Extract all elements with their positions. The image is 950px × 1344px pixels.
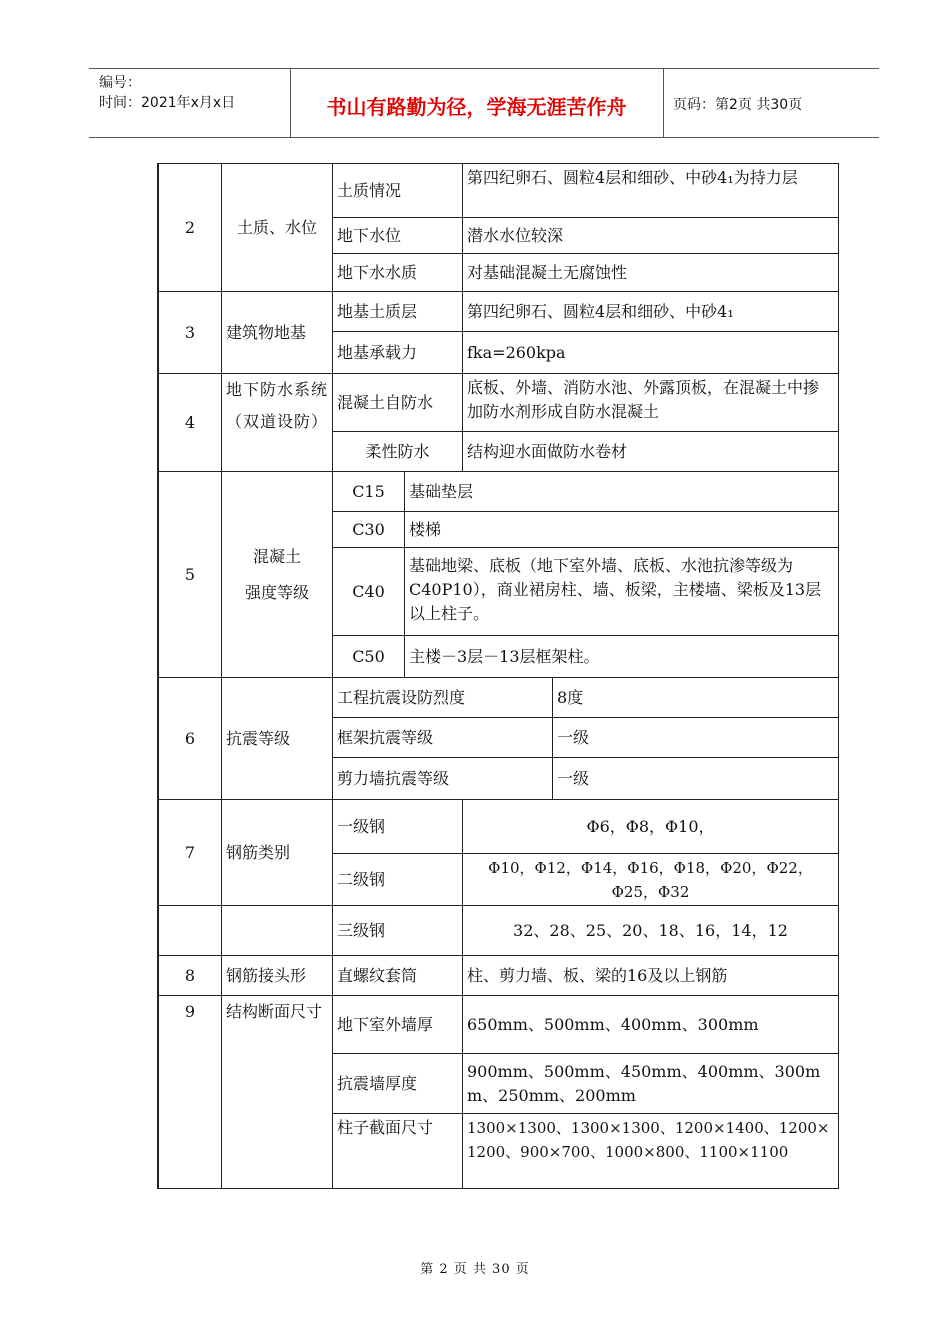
row-value: Φ6，Φ8，Φ10， <box>463 800 839 854</box>
row-value: 潜水水位较深 <box>463 218 839 254</box>
row-key: 一级钢 <box>333 800 463 854</box>
date-label: 时间：2021年x月x日 <box>99 95 236 111</box>
row-value: 900mm、500mm、450mm、400mm、300mm、250mm、200mm <box>463 1054 839 1114</box>
row-value: 第四纪卵石、圆粒4层和细砂、中砂4₁为持力层 <box>463 164 839 218</box>
row-number: 8 <box>159 956 222 996</box>
row-key: 柔性防水 <box>333 432 463 472</box>
row-key: 地基承载力 <box>333 332 463 374</box>
page-footer: 第 2 页 共 30 页 <box>420 1262 530 1277</box>
row-value: 第四纪卵石、圆粒4层和细砂、中砂4₁ <box>463 292 839 332</box>
row-key: 抗震墙厚度 <box>333 1054 463 1114</box>
header-divider <box>663 69 664 137</box>
row-item: 结构断面尺寸 <box>222 996 333 1189</box>
row-number: 3 <box>159 292 222 374</box>
row-value: 柱、剪力墙、板、梁的16及以上钢筋 <box>463 956 839 996</box>
header-motto: 书山有路勤为径，学海无涯苦作舟 <box>326 95 627 119</box>
page-header <box>89 68 879 138</box>
row-key: C40 <box>333 548 405 636</box>
row-value: 1300×1300、1300×1300、1200×1400、1200×1200、900×700、1000×800、1100×1100 <box>463 1114 839 1189</box>
row-key: C30 <box>333 512 405 548</box>
row-item: 地下防水系统（双道设防） <box>222 374 333 472</box>
row-key: 地基土质层 <box>333 292 463 332</box>
row-key: 三级钢 <box>333 906 463 956</box>
row-key: 地下水位 <box>333 218 463 254</box>
row-key: 混凝土自防水 <box>333 374 463 432</box>
header-meta <box>99 73 235 113</box>
row-value: 主楼－3层－13层框架柱。 <box>405 636 839 678</box>
row-key: 框架抗震等级 <box>333 718 553 758</box>
row-value: 一级 <box>553 718 839 758</box>
row-value: 650mm、500mm、400mm、300mm <box>463 996 839 1054</box>
row-key: C15 <box>333 472 405 512</box>
row-number: 2 <box>159 164 222 292</box>
header-page-label: 页码：第2页 共30页 <box>673 97 803 113</box>
row-key: 地下水水质 <box>333 254 463 292</box>
row-key: 工程抗震设防烈度 <box>333 678 553 718</box>
row-item-line: 混凝土 <box>252 546 301 566</box>
row-value: fka=260kpa <box>463 332 839 374</box>
row-value: Φ10，Φ12，Φ14，Φ16，Φ18，Φ20，Φ22，Φ25，Φ32 <box>463 854 839 906</box>
row-value: 结构迎水面做防水卷材 <box>463 432 839 472</box>
row-key: C50 <box>333 636 405 678</box>
row-item: 抗震等级 <box>222 678 333 800</box>
row-item: 钢筋接头形 <box>222 956 333 996</box>
row-item: 建筑物地基 <box>222 292 333 374</box>
row-key: 直螺纹套筒 <box>333 956 463 996</box>
row-value: 32、28、25、20、18、16，14，12 <box>463 906 839 956</box>
row-item <box>222 472 333 678</box>
row-number: 4 <box>159 374 222 472</box>
row-key: 地下室外墙厚 <box>333 996 463 1054</box>
row-number: 6 <box>159 678 222 800</box>
row-value: 基础垫层 <box>405 472 839 512</box>
row-key: 二级钢 <box>333 854 463 906</box>
row-value: 8度 <box>553 678 839 718</box>
row-key: 土质情况 <box>333 164 463 218</box>
spec-table <box>157 163 839 1189</box>
row-number-empty <box>159 906 222 956</box>
row-number: 5 <box>159 472 222 678</box>
row-item-line: 强度等级 <box>244 582 309 602</box>
row-value: 底板、外墙、消防水池、外露顶板，在混凝土中掺加防水剂形成自防水混凝土 <box>463 374 839 432</box>
row-item: 土质、水位 <box>222 164 333 292</box>
row-value: 楼梯 <box>405 512 839 548</box>
number-label: 编号： <box>99 75 141 91</box>
row-value: 一级 <box>553 758 839 800</box>
row-number: 7 <box>159 800 222 906</box>
row-key: 剪力墙抗震等级 <box>333 758 553 800</box>
row-value: 对基础混凝土无腐蚀性 <box>463 254 839 292</box>
row-value: 基础地梁、底板（地下室外墙、底板、水池抗渗等级为C40P10），商业裙房柱、墙、板梁，主楼墙、梁板及13层以上柱子。 <box>405 548 839 636</box>
row-item-empty <box>222 906 333 956</box>
row-item: 钢筋类别 <box>222 800 333 906</box>
row-key: 柱子截面尺寸 <box>333 1114 463 1189</box>
row-number: 9 <box>159 996 222 1189</box>
